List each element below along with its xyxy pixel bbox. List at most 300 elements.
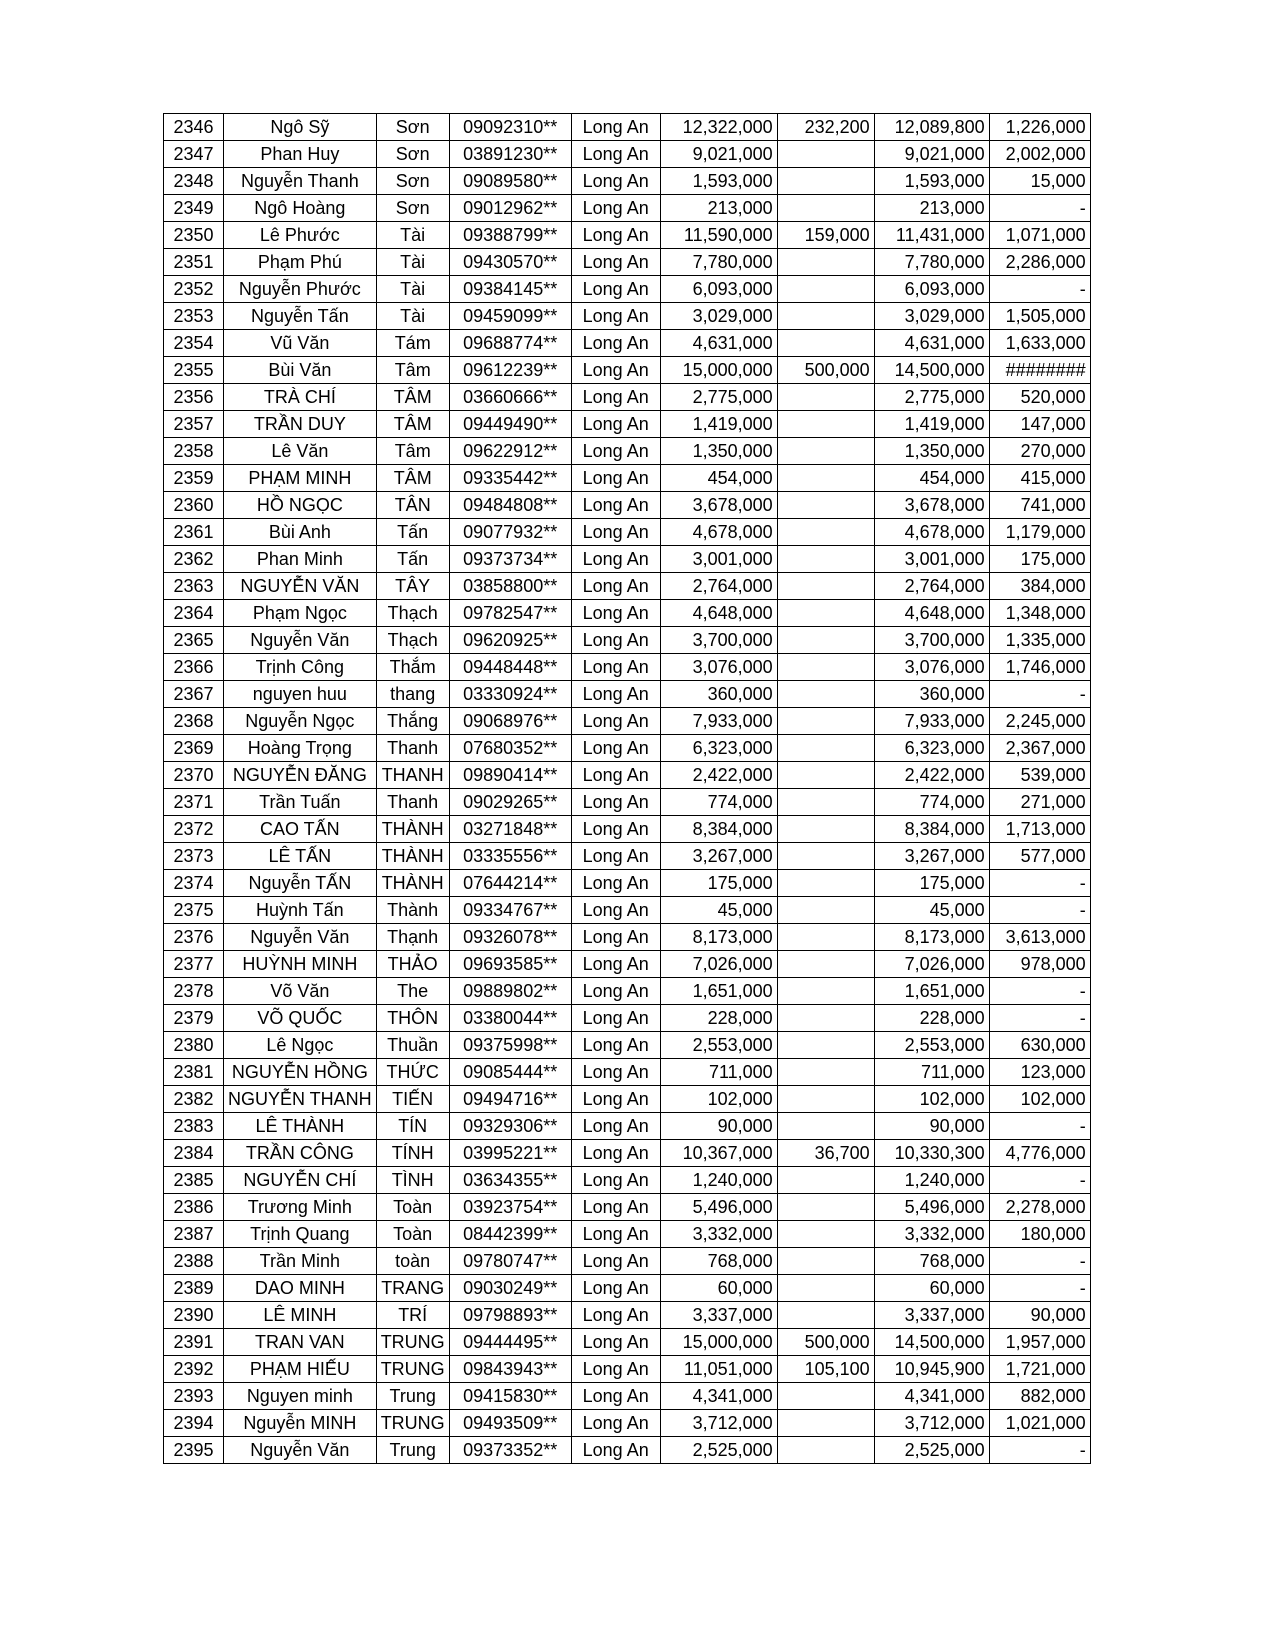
phone-cell: 09373352**: [449, 1437, 571, 1464]
last-name-cell: Lê Phước: [224, 222, 377, 249]
first-name-cell: Tài: [376, 303, 449, 330]
province-cell: Long An: [571, 1167, 660, 1194]
last-name-cell: Lê Ngọc: [224, 1032, 377, 1059]
balance-cell: 175,000: [989, 546, 1090, 573]
net-amount-cell: 2,775,000: [874, 384, 989, 411]
row-number-cell: 2355: [164, 357, 224, 384]
table-row: [164, 519, 1091, 546]
net-amount-cell: 1,240,000: [874, 1167, 989, 1194]
deduction-cell: [777, 978, 874, 1005]
balance-cell: 1,633,000: [989, 330, 1090, 357]
row-number-cell: 2381: [164, 1059, 224, 1086]
balance-cell: 180,000: [989, 1221, 1090, 1248]
province-cell: Long An: [571, 1221, 660, 1248]
deduction-cell: [777, 1032, 874, 1059]
phone-cell: 03660666**: [449, 384, 571, 411]
phone-cell: 07680352**: [449, 735, 571, 762]
first-name-cell: The: [376, 978, 449, 1005]
amount-cell: 3,337,000: [660, 1302, 777, 1329]
amount-cell: 11,051,000: [660, 1356, 777, 1383]
province-cell: Long An: [571, 1356, 660, 1383]
deduction-cell: [777, 870, 874, 897]
province-cell: Long An: [571, 492, 660, 519]
amount-cell: 2,422,000: [660, 762, 777, 789]
first-name-cell: Thuần: [376, 1032, 449, 1059]
last-name-cell: Nguyễn Tấn: [224, 303, 377, 330]
net-amount-cell: 4,631,000: [874, 330, 989, 357]
table-row: [164, 1248, 1091, 1275]
amount-cell: 1,240,000: [660, 1167, 777, 1194]
first-name-cell: TÍNH: [376, 1140, 449, 1167]
amount-cell: 60,000: [660, 1275, 777, 1302]
province-cell: Long An: [571, 141, 660, 168]
row-number-cell: 2352: [164, 276, 224, 303]
last-name-cell: Hoàng Trọng: [224, 735, 377, 762]
row-number-cell: 2350: [164, 222, 224, 249]
net-amount-cell: 360,000: [874, 681, 989, 708]
net-amount-cell: 8,173,000: [874, 924, 989, 951]
first-name-cell: Thanh: [376, 789, 449, 816]
first-name-cell: Tài: [376, 276, 449, 303]
province-cell: Long An: [571, 681, 660, 708]
last-name-cell: Nguyễn Văn: [224, 924, 377, 951]
phone-cell: 03634355**: [449, 1167, 571, 1194]
first-name-cell: THÔN: [376, 1005, 449, 1032]
first-name-cell: toàn: [376, 1248, 449, 1275]
phone-cell: 09068976**: [449, 708, 571, 735]
balance-cell: -: [989, 1167, 1090, 1194]
balance-cell: -: [989, 1275, 1090, 1302]
last-name-cell: TRAN VAN: [224, 1329, 377, 1356]
first-name-cell: THÀNH: [376, 843, 449, 870]
table-row: [164, 1059, 1091, 1086]
last-name-cell: Nguyễn Văn: [224, 627, 377, 654]
deduction-cell: 232,200: [777, 114, 874, 141]
balance-cell: 1,021,000: [989, 1410, 1090, 1437]
province-cell: Long An: [571, 924, 660, 951]
province-cell: Long An: [571, 519, 660, 546]
first-name-cell: Trung: [376, 1437, 449, 1464]
first-name-cell: THẢO: [376, 951, 449, 978]
province-cell: Long An: [571, 951, 660, 978]
balance-cell: ########: [989, 357, 1090, 384]
balance-cell: 270,000: [989, 438, 1090, 465]
balance-cell: 2,367,000: [989, 735, 1090, 762]
table-row: [164, 1383, 1091, 1410]
first-name-cell: Thành: [376, 897, 449, 924]
last-name-cell: Vũ Văn: [224, 330, 377, 357]
last-name-cell: Nguyễn Phước: [224, 276, 377, 303]
first-name-cell: Thắm: [376, 654, 449, 681]
balance-cell: -: [989, 897, 1090, 924]
net-amount-cell: 10,945,900: [874, 1356, 989, 1383]
first-name-cell: Tấn: [376, 519, 449, 546]
table-row: [164, 141, 1091, 168]
balance-cell: 2,002,000: [989, 141, 1090, 168]
phone-cell: 09493509**: [449, 1410, 571, 1437]
row-number-cell: 2384: [164, 1140, 224, 1167]
deduction-cell: 105,100: [777, 1356, 874, 1383]
first-name-cell: Sơn: [376, 114, 449, 141]
first-name-cell: TÂM: [376, 384, 449, 411]
deduction-cell: [777, 276, 874, 303]
last-name-cell: Phạm Ngọc: [224, 600, 377, 627]
amount-cell: 3,332,000: [660, 1221, 777, 1248]
balance-cell: -: [989, 1248, 1090, 1275]
amount-cell: 6,323,000: [660, 735, 777, 762]
last-name-cell: Trần Tuấn: [224, 789, 377, 816]
amount-cell: 1,350,000: [660, 438, 777, 465]
table-row: [164, 492, 1091, 519]
balance-cell: 4,776,000: [989, 1140, 1090, 1167]
row-number-cell: 2395: [164, 1437, 224, 1464]
balance-cell: 1,335,000: [989, 627, 1090, 654]
last-name-cell: LÊ THÀNH: [224, 1113, 377, 1140]
table-row: [164, 1302, 1091, 1329]
deduction-cell: [777, 1383, 874, 1410]
amount-cell: 3,678,000: [660, 492, 777, 519]
last-name-cell: DAO MINH: [224, 1275, 377, 1302]
province-cell: Long An: [571, 330, 660, 357]
first-name-cell: Toàn: [376, 1194, 449, 1221]
last-name-cell: nguyen huu: [224, 681, 377, 708]
phone-cell: 09373734**: [449, 546, 571, 573]
first-name-cell: TRÍ: [376, 1302, 449, 1329]
table-row: [164, 168, 1091, 195]
net-amount-cell: 12,089,800: [874, 114, 989, 141]
phone-cell: 03923754**: [449, 1194, 571, 1221]
deduction-cell: 500,000: [777, 357, 874, 384]
amount-cell: 2,764,000: [660, 573, 777, 600]
table-row: [164, 897, 1091, 924]
balance-cell: 15,000: [989, 168, 1090, 195]
amount-cell: 10,367,000: [660, 1140, 777, 1167]
table-row: [164, 249, 1091, 276]
deduction-cell: [777, 573, 874, 600]
phone-cell: 09326078**: [449, 924, 571, 951]
last-name-cell: Bùi Văn: [224, 357, 377, 384]
amount-cell: 175,000: [660, 870, 777, 897]
table-row: [164, 1032, 1091, 1059]
net-amount-cell: 2,553,000: [874, 1032, 989, 1059]
last-name-cell: NGUYỄN THANH: [224, 1086, 377, 1113]
amount-cell: 228,000: [660, 1005, 777, 1032]
last-name-cell: Phạm Phú: [224, 249, 377, 276]
net-amount-cell: 4,648,000: [874, 600, 989, 627]
phone-cell: 09484808**: [449, 492, 571, 519]
deduction-cell: [777, 1410, 874, 1437]
last-name-cell: HUỲNH MINH: [224, 951, 377, 978]
table-row: [164, 978, 1091, 1005]
last-name-cell: Nguyen minh: [224, 1383, 377, 1410]
balance-cell: 1,746,000: [989, 654, 1090, 681]
first-name-cell: TÂM: [376, 411, 449, 438]
net-amount-cell: 7,780,000: [874, 249, 989, 276]
row-number-cell: 2354: [164, 330, 224, 357]
balance-cell: 384,000: [989, 573, 1090, 600]
province-cell: Long An: [571, 465, 660, 492]
phone-cell: 09430570**: [449, 249, 571, 276]
province-cell: Long An: [571, 762, 660, 789]
first-name-cell: Tài: [376, 249, 449, 276]
amount-cell: 8,173,000: [660, 924, 777, 951]
first-name-cell: TÂY: [376, 573, 449, 600]
amount-cell: 2,553,000: [660, 1032, 777, 1059]
row-number-cell: 2377: [164, 951, 224, 978]
province-cell: Long An: [571, 1194, 660, 1221]
province-cell: Long An: [571, 384, 660, 411]
phone-cell: 09092310**: [449, 114, 571, 141]
amount-cell: 3,029,000: [660, 303, 777, 330]
first-name-cell: TÂM: [376, 465, 449, 492]
first-name-cell: THANH: [376, 762, 449, 789]
province-cell: Long An: [571, 276, 660, 303]
phone-cell: 09029265**: [449, 789, 571, 816]
province-cell: Long An: [571, 654, 660, 681]
first-name-cell: TÍN: [376, 1113, 449, 1140]
amount-cell: 711,000: [660, 1059, 777, 1086]
table-row: [164, 654, 1091, 681]
phone-cell: 09077932**: [449, 519, 571, 546]
amount-cell: 4,648,000: [660, 600, 777, 627]
last-name-cell: Ngô Hoàng: [224, 195, 377, 222]
net-amount-cell: 228,000: [874, 1005, 989, 1032]
phone-cell: 03891230**: [449, 141, 571, 168]
row-number-cell: 2360: [164, 492, 224, 519]
deduction-cell: [777, 924, 874, 951]
first-name-cell: THÀNH: [376, 870, 449, 897]
table-row: [164, 735, 1091, 762]
balance-cell: 415,000: [989, 465, 1090, 492]
row-number-cell: 2367: [164, 681, 224, 708]
last-name-cell: Trần Minh: [224, 1248, 377, 1275]
first-name-cell: Trung: [376, 1383, 449, 1410]
row-number-cell: 2385: [164, 1167, 224, 1194]
balance-cell: 741,000: [989, 492, 1090, 519]
table-row: [164, 627, 1091, 654]
amount-cell: 1,419,000: [660, 411, 777, 438]
net-amount-cell: 3,267,000: [874, 843, 989, 870]
first-name-cell: Tâm: [376, 357, 449, 384]
balance-cell: -: [989, 681, 1090, 708]
last-name-cell: Huỳnh Tấn: [224, 897, 377, 924]
deduction-cell: [777, 654, 874, 681]
province-cell: Long An: [571, 1383, 660, 1410]
last-name-cell: NGUYỄN HỒNG: [224, 1059, 377, 1086]
province-cell: Long An: [571, 708, 660, 735]
deduction-cell: [777, 195, 874, 222]
amount-cell: 4,631,000: [660, 330, 777, 357]
phone-cell: 03380044**: [449, 1005, 571, 1032]
deduction-cell: [777, 762, 874, 789]
amount-cell: 15,000,000: [660, 1329, 777, 1356]
first-name-cell: TIẾN: [376, 1086, 449, 1113]
deduction-cell: [777, 303, 874, 330]
balance-cell: 147,000: [989, 411, 1090, 438]
table-row: [164, 762, 1091, 789]
table-row: [164, 1437, 1091, 1464]
net-amount-cell: 3,029,000: [874, 303, 989, 330]
phone-cell: 09030249**: [449, 1275, 571, 1302]
row-number-cell: 2349: [164, 195, 224, 222]
row-number-cell: 2388: [164, 1248, 224, 1275]
net-amount-cell: 3,332,000: [874, 1221, 989, 1248]
last-name-cell: NGUYỄN VĂN: [224, 573, 377, 600]
net-amount-cell: 175,000: [874, 870, 989, 897]
net-amount-cell: 7,933,000: [874, 708, 989, 735]
last-name-cell: LÊ MINH: [224, 1302, 377, 1329]
province-cell: Long An: [571, 249, 660, 276]
first-name-cell: Sơn: [376, 141, 449, 168]
province-cell: Long An: [571, 897, 660, 924]
deduction-cell: [777, 1437, 874, 1464]
deduction-cell: [777, 735, 874, 762]
balance-cell: -: [989, 195, 1090, 222]
balance-cell: 882,000: [989, 1383, 1090, 1410]
province-cell: Long An: [571, 1329, 660, 1356]
row-number-cell: 2366: [164, 654, 224, 681]
row-number-cell: 2347: [164, 141, 224, 168]
balance-cell: 2,286,000: [989, 249, 1090, 276]
phone-cell: 07644214**: [449, 870, 571, 897]
last-name-cell: TRẦN CÔNG: [224, 1140, 377, 1167]
last-name-cell: PHẠM HIẾU: [224, 1356, 377, 1383]
phone-cell: 09612239**: [449, 357, 571, 384]
amount-cell: 3,001,000: [660, 546, 777, 573]
amount-cell: 7,780,000: [660, 249, 777, 276]
net-amount-cell: 5,496,000: [874, 1194, 989, 1221]
deduction-cell: [777, 1248, 874, 1275]
phone-cell: 09688774**: [449, 330, 571, 357]
phone-cell: 09335442**: [449, 465, 571, 492]
amount-cell: 2,525,000: [660, 1437, 777, 1464]
phone-cell: 09622912**: [449, 438, 571, 465]
balance-cell: 577,000: [989, 843, 1090, 870]
amount-cell: 3,712,000: [660, 1410, 777, 1437]
first-name-cell: Tài: [376, 222, 449, 249]
last-name-cell: NGUYỄN CHÍ: [224, 1167, 377, 1194]
deduction-cell: [777, 141, 874, 168]
row-number-cell: 2379: [164, 1005, 224, 1032]
amount-cell: 7,933,000: [660, 708, 777, 735]
net-amount-cell: 1,350,000: [874, 438, 989, 465]
net-amount-cell: 90,000: [874, 1113, 989, 1140]
net-amount-cell: 7,026,000: [874, 951, 989, 978]
first-name-cell: Thạch: [376, 600, 449, 627]
first-name-cell: TÂN: [376, 492, 449, 519]
phone-cell: 09693585**: [449, 951, 571, 978]
balance-cell: 1,957,000: [989, 1329, 1090, 1356]
amount-cell: 8,384,000: [660, 816, 777, 843]
row-number-cell: 2357: [164, 411, 224, 438]
phone-cell: 09780747**: [449, 1248, 571, 1275]
first-name-cell: TRUNG: [376, 1410, 449, 1437]
balance-cell: -: [989, 978, 1090, 1005]
balance-cell: -: [989, 1437, 1090, 1464]
phone-cell: 09459099**: [449, 303, 571, 330]
province-cell: Long An: [571, 438, 660, 465]
row-number-cell: 2368: [164, 708, 224, 735]
net-amount-cell: 14,500,000: [874, 1329, 989, 1356]
row-number-cell: 2363: [164, 573, 224, 600]
deduction-cell: [777, 1086, 874, 1113]
balance-cell: 1,348,000: [989, 600, 1090, 627]
balance-cell: 1,226,000: [989, 114, 1090, 141]
last-name-cell: NGUYỄN ĐĂNG: [224, 762, 377, 789]
phone-cell: 09384145**: [449, 276, 571, 303]
amount-cell: 4,341,000: [660, 1383, 777, 1410]
table-row: [164, 465, 1091, 492]
balance-cell: -: [989, 276, 1090, 303]
phone-cell: 09089580**: [449, 168, 571, 195]
row-number-cell: 2374: [164, 870, 224, 897]
phone-cell: 09444495**: [449, 1329, 571, 1356]
balance-cell: 978,000: [989, 951, 1090, 978]
row-number-cell: 2353: [164, 303, 224, 330]
last-name-cell: Trương Minh: [224, 1194, 377, 1221]
deduction-cell: [777, 681, 874, 708]
net-amount-cell: 2,764,000: [874, 573, 989, 600]
balance-cell: 539,000: [989, 762, 1090, 789]
phone-cell: 03995221**: [449, 1140, 571, 1167]
table-row: [164, 1194, 1091, 1221]
deduction-cell: [777, 1005, 874, 1032]
table-row: [164, 222, 1091, 249]
deduction-cell: [777, 384, 874, 411]
deduction-cell: [777, 492, 874, 519]
net-amount-cell: 4,678,000: [874, 519, 989, 546]
deduction-cell: [777, 897, 874, 924]
net-amount-cell: 3,076,000: [874, 654, 989, 681]
amount-cell: 213,000: [660, 195, 777, 222]
phone-cell: 03858800**: [449, 573, 571, 600]
row-number-cell: 2369: [164, 735, 224, 762]
last-name-cell: PHẠM MINH: [224, 465, 377, 492]
deduction-cell: [777, 1113, 874, 1140]
phone-cell: 03330924**: [449, 681, 571, 708]
deduction-cell: [777, 708, 874, 735]
amount-cell: 768,000: [660, 1248, 777, 1275]
net-amount-cell: 3,700,000: [874, 627, 989, 654]
net-amount-cell: 3,678,000: [874, 492, 989, 519]
deduction-cell: [777, 1302, 874, 1329]
phone-cell: 09448448**: [449, 654, 571, 681]
row-number-cell: 2359: [164, 465, 224, 492]
province-cell: Long An: [571, 1410, 660, 1437]
row-number-cell: 2373: [164, 843, 224, 870]
phone-cell: 09843943**: [449, 1356, 571, 1383]
last-name-cell: Lê Văn: [224, 438, 377, 465]
amount-cell: 7,026,000: [660, 951, 777, 978]
data-table: [163, 113, 1091, 1464]
row-number-cell: 2362: [164, 546, 224, 573]
phone-cell: 09388799**: [449, 222, 571, 249]
amount-cell: 3,267,000: [660, 843, 777, 870]
table-row: [164, 1410, 1091, 1437]
net-amount-cell: 6,323,000: [874, 735, 989, 762]
phone-cell: 09494716**: [449, 1086, 571, 1113]
last-name-cell: LÊ TẤN: [224, 843, 377, 870]
last-name-cell: Phan Minh: [224, 546, 377, 573]
row-number-cell: 2364: [164, 600, 224, 627]
first-name-cell: thang: [376, 681, 449, 708]
last-name-cell: Ngô Sỹ: [224, 114, 377, 141]
deduction-cell: [777, 1167, 874, 1194]
first-name-cell: Sơn: [376, 195, 449, 222]
row-number-cell: 2351: [164, 249, 224, 276]
phone-cell: 09890414**: [449, 762, 571, 789]
province-cell: Long An: [571, 843, 660, 870]
